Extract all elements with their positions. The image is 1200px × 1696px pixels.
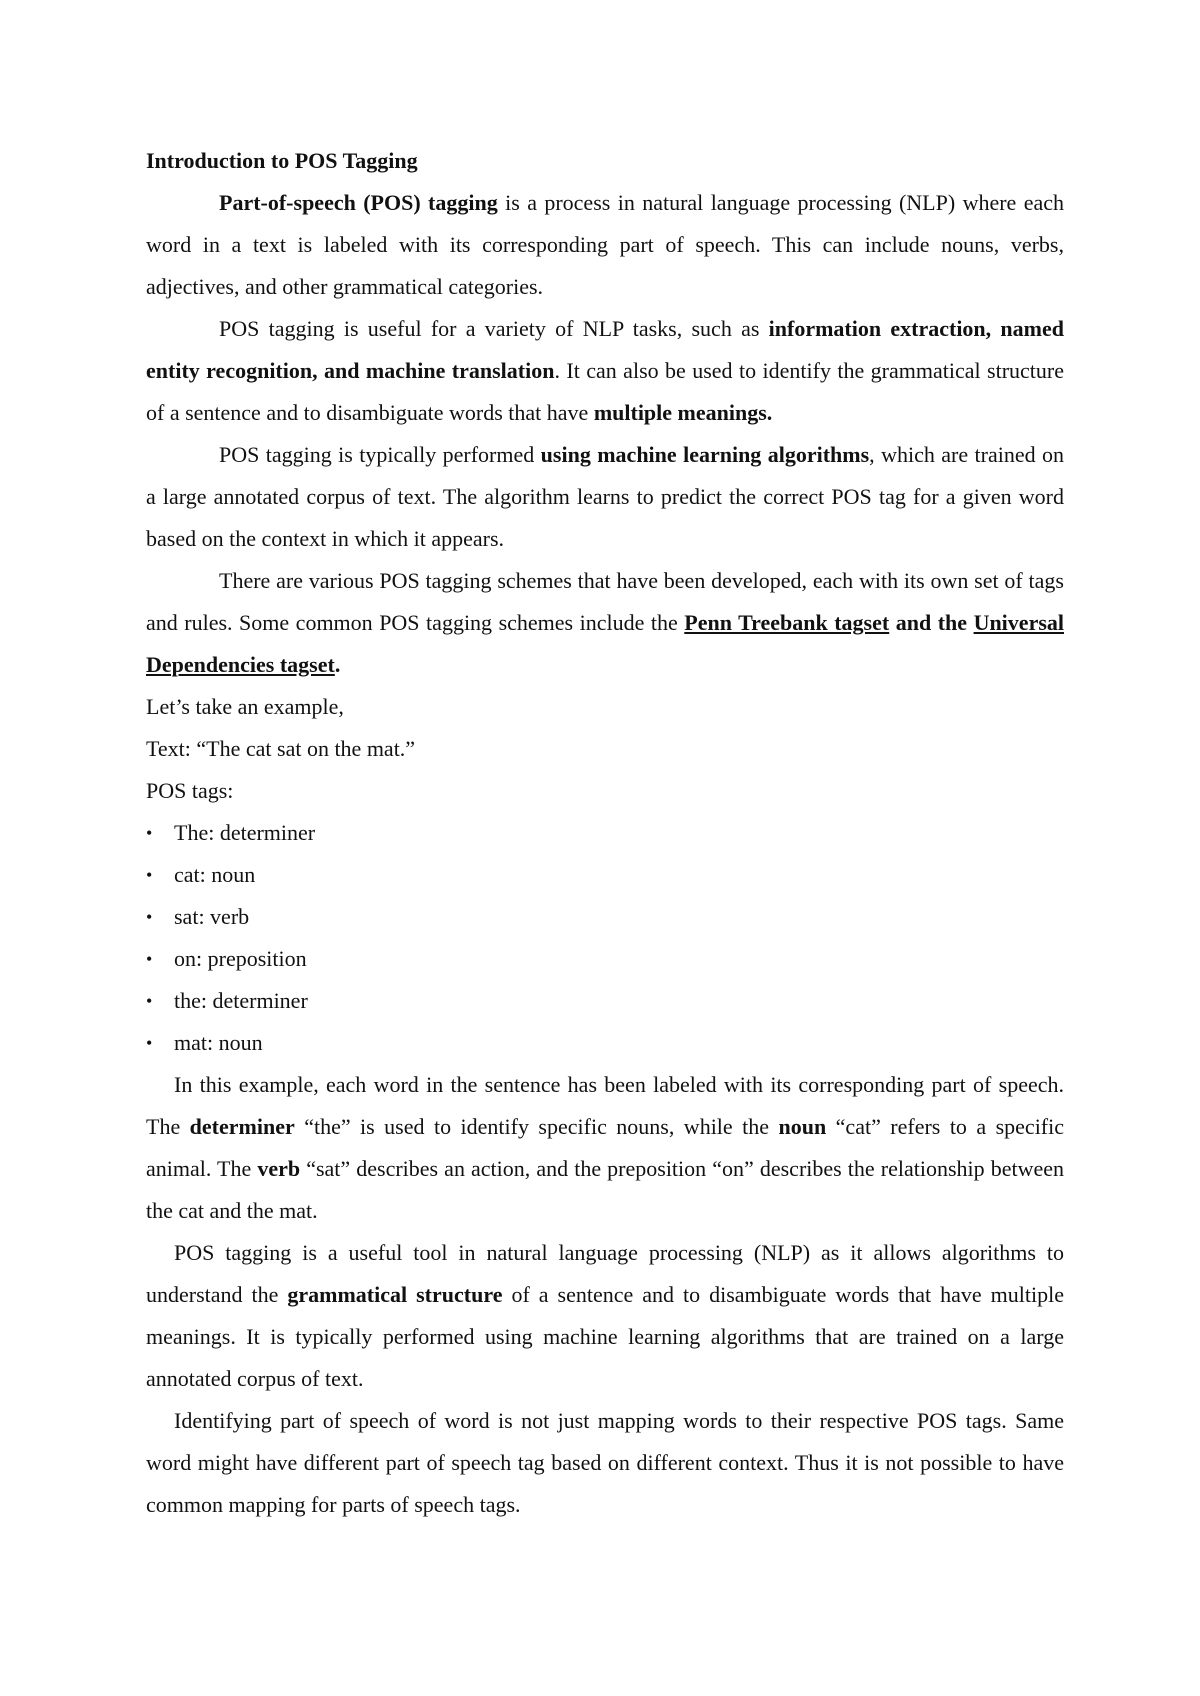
bold-term: Part-of-speech (POS) tagging (219, 190, 498, 215)
list-item: • the: determiner (146, 980, 1064, 1022)
bullet-icon: • (146, 991, 153, 1011)
paragraph-text: “sat” describes an action, and the preposition “on” describes the relationship between the cat and the mat. (146, 1156, 1064, 1223)
paragraph-text: “cat” refers to a specific animal. The (146, 1114, 1065, 1181)
bold-term: and the (889, 610, 974, 635)
paragraph-text: is a process in natural language processing (NLP) where each word in a text is labeled with its corresponding part of speech. This can include nouns, verbs, adjectives, and other grammatical categories. (146, 190, 1064, 299)
document-page (146, 140, 1064, 1526)
bold-term: verb (257, 1156, 301, 1181)
paragraph-text: Identifying part of speech of word is not just mapping words to their respective POS tags. Same word might have different part of speech tag based on different context. Thus it is not possible to have common mapping for parts of speech tags. (146, 1408, 1064, 1517)
bold-term: . (334, 652, 341, 677)
pos-tags-list (146, 812, 1064, 1064)
list-item: • mat: noun (146, 1022, 1064, 1064)
bullet-icon: • (146, 823, 153, 843)
list-item: • sat: verb (146, 896, 1064, 938)
example-intro: Let’s take an example, (146, 694, 344, 719)
universal-dependencies-link: Universal Dependencies tagset (146, 610, 1065, 677)
bold-term: information extraction, named entity recognition, and machine translation (146, 316, 1064, 383)
bullet-icon: • (146, 865, 153, 885)
paragraph-pos-ml (146, 434, 1064, 560)
paragraph-text: , which are trained on a large annotated corpus of text. The algorithm learns to predict the correct POS tag for a given word based on the context in which it appears. (146, 442, 1064, 551)
paragraph-example-explanation (146, 1064, 1064, 1232)
document-title: Introduction to POS Tagging (146, 148, 418, 173)
bullet-icon: • (146, 1033, 153, 1053)
paragraph-text: . It can also be used to identify the grammatical structure of a sentence and to disambiguate words that have (146, 358, 1064, 425)
bold-term: determiner (189, 1114, 295, 1139)
paragraph-pos-definition (146, 182, 1064, 308)
bold-term: using machine learning algorithms (540, 442, 870, 467)
example-text: Text: “The cat sat on the mat.” (146, 736, 416, 761)
list-item: • on: preposition (146, 938, 1064, 980)
paragraph-text: In this example, each word in the sentence has been labeled with its corresponding part of speech. The (146, 1072, 1064, 1139)
penn-treebank-link: Penn Treebank tagset (684, 610, 890, 635)
paragraph-context (146, 1400, 1064, 1526)
paragraph-pos-schemes (146, 560, 1064, 686)
paragraph-pos-uses (146, 308, 1064, 434)
bold-term: multiple meanings. (593, 400, 773, 425)
list-item: • The: determiner (146, 812, 1064, 854)
paragraph-text: “the” is used to identify specific nouns, while the (294, 1114, 779, 1139)
list-item: • cat: noun (146, 854, 1064, 896)
paragraph-text: POS tagging is useful for a variety of NLP tasks, such as (219, 316, 769, 341)
bold-term: noun (778, 1114, 827, 1139)
bullet-icon: • (146, 907, 153, 927)
paragraph-text: of a sentence and to disambiguate words that have multiple meanings. It is typically performed using machine learning algorithms that are trained on a large annotated corpus of text. (146, 1282, 1065, 1391)
paragraph-text: POS tagging is typically performed (219, 442, 541, 467)
bold-term: grammatical structure (287, 1282, 503, 1307)
pos-tags-label: POS tags: (146, 778, 234, 803)
paragraph-pos-tool (146, 1232, 1064, 1400)
paragraph-text: There are various POS tagging schemes that have been developed, each with its own set of tags and rules. Some common POS tagging schemes include the (146, 568, 1064, 635)
paragraph-text: POS tagging is a useful tool in natural language processing (NLP) as it allows algorithms to understand the (146, 1240, 1064, 1307)
bullet-icon: • (146, 949, 153, 969)
